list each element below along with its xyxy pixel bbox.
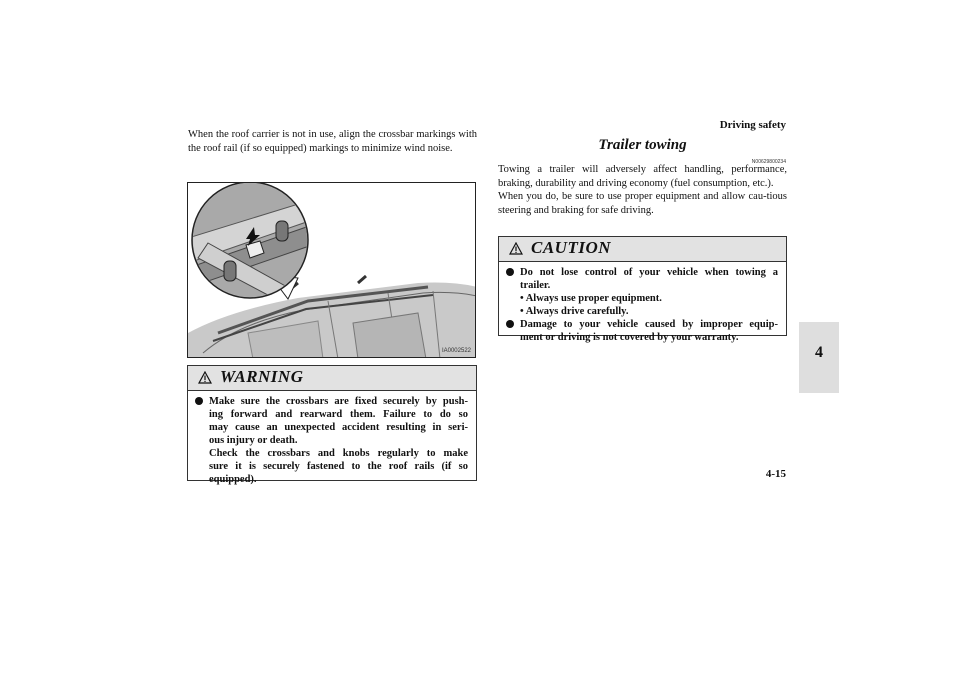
warning-line: may cause an unexpected accident resulting in seri-: [209, 422, 468, 433]
warning-body: [188, 391, 476, 490]
section-code: N00629800234: [751, 159, 786, 165]
warning-line: sure it is securely fastened to the roof rails (if so: [209, 461, 468, 472]
chapter-tab-number: 4: [815, 344, 823, 361]
trailer-towing-paragraph-2: When you do, be sure to use proper equipment and allow cau-tious steering and braking for safe driving.: [498, 191, 787, 216]
caution-item-1: [505, 266, 778, 318]
figure-code: IA0002522: [441, 348, 471, 354]
roof-carrier-paragraph: When the roof carrier is not in use, align the crossbar markings with the roof rail (if so equipped) markings to minimize wind noise.: [188, 129, 477, 154]
bullet-icon: [506, 268, 514, 276]
warning-line: Make sure the crossbars are fixed securely by push-: [209, 396, 468, 407]
caution-line: trailer.: [520, 280, 551, 291]
bullet-icon: [506, 320, 514, 328]
trailer-towing-paragraph-1: Towing a trailer will adversely affect handling, performance, braking, durability and driving economy (fuel consumption, etc.).: [498, 164, 787, 189]
page-number: 4-15: [765, 468, 786, 480]
caution-title: CAUTION: [531, 238, 612, 257]
caution-sub-item: • Always use proper equipment.: [520, 293, 662, 304]
warning-triangle-icon: [509, 242, 523, 255]
warning-item: [194, 395, 468, 486]
caution-body: [499, 262, 786, 348]
warning-box-header: [188, 366, 476, 391]
page-header-title: Driving safety: [719, 119, 786, 131]
warning-line: ing forward and rearward them. Failure to do so: [209, 409, 468, 420]
caution-line: Damage to your vehicle caused by improper equip-: [520, 319, 778, 330]
caution-line: ment or driving is not covered by your warranty.: [520, 332, 739, 343]
warning-title: WARNING: [220, 367, 304, 386]
warning-box: [187, 365, 477, 485]
roof-rail-illustration: [188, 183, 476, 358]
magnified-detail-circle: [188, 183, 318, 303]
warning-line: equipped).: [209, 474, 257, 485]
caution-box: [498, 236, 787, 343]
caution-line: Do not lose control of your vehicle when towing a: [520, 267, 778, 278]
section-title-trailer-towing: Trailer towing: [598, 137, 687, 153]
warning-triangle-icon: [198, 371, 212, 384]
bullet-icon: [195, 397, 203, 405]
warning-line: ous injury or death.: [209, 435, 298, 446]
trailer-towing-text: [498, 163, 787, 217]
caution-box-header: [499, 237, 786, 262]
roof-rail-crossbar-figure: [187, 182, 476, 358]
warning-line: Check the crossbars and knobs regularly to make: [209, 448, 468, 459]
caution-item-2: [505, 318, 778, 344]
caution-sub-item: • Always drive carefully.: [520, 306, 629, 317]
